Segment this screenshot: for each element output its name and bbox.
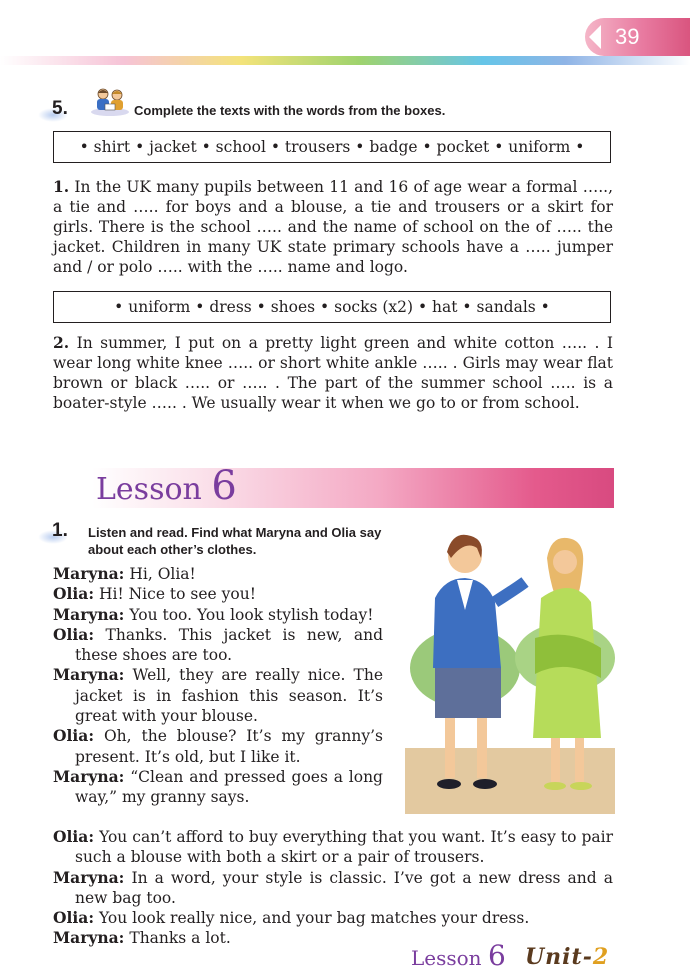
- dialogue-bottom: [53, 827, 613, 949]
- line-text: Thanks a lot.: [129, 929, 231, 948]
- speaker: Maryna:: [53, 564, 125, 583]
- two-girls-illustration: [405, 518, 615, 814]
- tab-notch: [589, 25, 601, 49]
- line-text: You too. You look stylish today!: [129, 605, 374, 624]
- speaker: Maryna:: [53, 665, 125, 685]
- dialogue-line: [53, 908, 613, 928]
- text-1-number: 1.: [53, 177, 70, 196]
- exercise-5-instruction: Complete the texts with the words from the boxes.: [134, 103, 446, 118]
- speaker: Maryna:: [53, 766, 125, 786]
- exercise-1-instruction: Listen and read. Find what Maryna and Olia say about each other’s clothes.: [88, 525, 382, 557]
- page-number-tab: [585, 18, 690, 56]
- dialogue-line: [53, 625, 383, 666]
- unit-word: Unit: [525, 944, 583, 970]
- page-number: 39: [615, 24, 640, 49]
- lesson-word: Lesson: [96, 472, 202, 507]
- exercise-5-number: 5.: [52, 98, 68, 119]
- word-box-2: • uniform • dress • shoes • socks (x2) • hat • sandals •: [53, 291, 611, 323]
- footer-lesson-word: Lesson: [411, 946, 482, 970]
- speaker: Olia:: [53, 827, 95, 846]
- dialogue-line: [53, 584, 383, 604]
- dialogue-line: [53, 564, 383, 584]
- speaker: Maryna:: [53, 604, 125, 624]
- dialogue-line: [53, 605, 383, 625]
- pair-work-icon: [90, 86, 130, 116]
- unit-number: 2: [592, 944, 610, 970]
- top-rainbow-bar: [0, 56, 690, 65]
- line-text: Hi! Nice to see you!: [98, 585, 256, 604]
- speaker: Maryna:: [53, 928, 125, 948]
- line-text: Well, they are really nice. The jacket is in fashion this season. It’s great with your blouse.: [75, 666, 383, 726]
- footer-lesson-title: [411, 941, 506, 973]
- text-2-number: 2.: [53, 333, 70, 352]
- unit-badge: Unit-2: [525, 944, 610, 970]
- exercise-5-text-2: [53, 333, 613, 413]
- lesson-number: 6: [211, 463, 237, 509]
- speaker: Maryna:: [53, 867, 125, 887]
- text-1-body: In the UK many pupils between 11 and 16 of age wear a formal ….., a tie and ….. for boys and a blouse, a tie and trousers or a skirt for girls. There is the school ….. and the name of school on the of ….. the jacket. Children in many UK state primary schools have a ….. jumper and / or polo ….. with the ….. name and logo.: [53, 178, 613, 276]
- speaker: Olia:: [53, 908, 95, 928]
- dialogue-line: [53, 726, 383, 767]
- line-text: In a word, your style is classic. I’ve got a new dress and a new bag too.: [75, 868, 613, 907]
- dialogue-top: [53, 564, 383, 808]
- dialogue-line: [53, 665, 383, 726]
- speaker: Olia:: [53, 584, 95, 604]
- line-text: Thanks. This jacket is new, and these shoes are too.: [75, 625, 383, 665]
- dialogue-line: [53, 868, 613, 909]
- line-text: “Clean and pressed goes a long way,” my granny says.: [75, 767, 383, 807]
- footer-lesson-number: 6: [487, 939, 506, 972]
- speaker: Olia:: [53, 726, 95, 746]
- line-text: You can’t afford to buy everything that you want. It’s easy to pair such a blouse with both a skirt or a pair of trousers.: [75, 828, 613, 867]
- line-text: You look really nice, and your bag matches your dress.: [98, 909, 530, 928]
- lesson-title: [96, 463, 237, 510]
- dialogue-line: [53, 767, 383, 808]
- word-box-1: • shirt • jacket • school • trousers • badge • pocket • uniform •: [53, 131, 611, 163]
- exercise-1-number: 1.: [52, 520, 68, 541]
- line-text: Hi, Olia!: [129, 565, 196, 583]
- text-2-body: In summer, I put on a pretty light green and white cotton ….. . I wear long white knee ….. or short white ankle ….. . Girls may wear flat brown or black ….. or ….. . The part of the summer school ….. is a boater-style ….. . We usually wear it when we go to or from school.: [53, 334, 613, 412]
- exercise-5-text-1: [53, 177, 613, 277]
- line-text: Oh, the blouse? It’s my granny’s present. It’s old, but I like it.: [75, 727, 383, 766]
- dialogue-line: [53, 827, 613, 868]
- speaker: Olia:: [53, 624, 95, 644]
